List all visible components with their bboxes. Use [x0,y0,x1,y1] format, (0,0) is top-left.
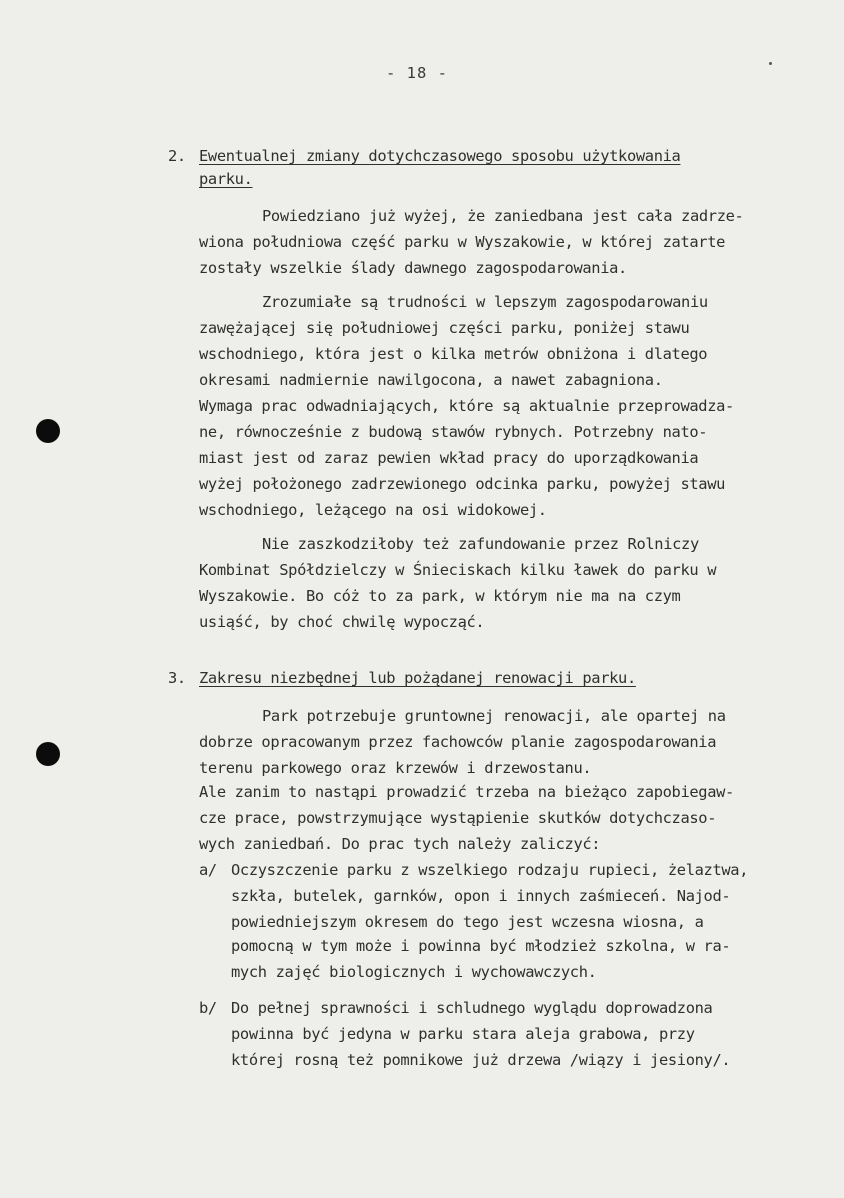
item-b-line-3: której rosną też pomnikowe już drzewa /wiązy i jesiony/. [231,1051,731,1069]
s3-p1-line-5: cze prace, powstrzymujące wystąpienie skutków dotychczaso- [199,809,717,827]
s2-p1-line-3: zostały wszelkie ślady dawnego zagospodarowania. [199,259,627,277]
s2-p2-line-1: Zrozumiałe są trudności w lepszym zagospodarowaniu [262,293,708,311]
item-a-line-1: Oczyszczenie parku z wszelkiego rodzaju rupieci, żelaztwa, [231,861,749,879]
section-2-heading-line-2: parku. [199,170,253,188]
s2-p2-line-5: Wymaga prac odwadniających, które są aktualnie przeprowadza- [199,397,734,415]
section-2-heading-line-1: Ewentualnej zmiany dotychczasowego sposobu użytkowania [199,147,681,165]
section-2-number: 2. [168,147,186,165]
item-b-marker: b/ [199,999,217,1017]
item-a-line-3: powiedniejszym okresem do tego jest wczesna wiosna, a [231,913,704,931]
section-3-heading: Zakresu niezbędnej lub pożądanej renowacji parku. [199,669,636,687]
item-b-line-2: powinna być jedyna w parku stara aleja grabowa, przy [231,1025,695,1043]
ink-speck [769,62,772,65]
s3-p1-line-3: terenu parkowego oraz krzewów i drzewostanu. [199,759,592,777]
s2-p2-line-6: ne, równocześnie z budową stawów rybnych. Potrzebny nato- [199,423,708,441]
s3-p1-line-6: wych zaniedbań. Do prac tych należy zaliczyć: [199,835,601,853]
section-3-number: 3. [168,669,186,687]
s3-p1-line-2: dobrze opracowanym przez fachowców planie zagospodarowania [199,733,717,751]
punch-hole-upper [36,419,60,443]
item-a-line-2: szkła, butelek, garnków, opon i innych zaśmieceń. Najod- [231,887,731,905]
s2-p2-line-2: zawężającej się południowej części parku, poniżej stawu [199,319,690,337]
s3-p1-line-1: Park potrzebuje gruntownej renowacji, ale opartej na [262,707,726,725]
item-a-marker: a/ [199,861,217,879]
item-b-line-1: Do pełnej sprawności i schludnego wyglądu doprowadzona [231,999,713,1017]
s2-p2-line-7: miast jest od zaraz pewien wkład pracy do uporządkowania [199,449,699,467]
s2-p2-line-9: wschodniego, leżącego na osi widokowej. [199,501,547,519]
s2-p2-line-4: okresami nadmiernie nawilgocona, a nawet zabagniona. [199,371,663,389]
item-a-line-4: pomocną w tym może i powinna być młodzież szkolna, w ra- [231,937,731,955]
page-number: - 18 - [386,64,448,82]
s2-p3-line-4: usiąść, by choć chwilę wypocząć. [199,613,485,631]
s2-p3-line-1: Nie zaszkodziłoby też zafundowanie przez Rolniczy [262,535,699,553]
s2-p1-line-1: Powiedziano już wyżej, że zaniedbana jest cała zadrze- [262,207,744,225]
s2-p3-line-2: Kombinat Spółdzielczy w Śnieciskach kilku ławek do parku w [199,561,717,579]
s2-p2-line-8: wyżej położonego zadrzewionego odcinka parku, powyżej stawu [199,475,726,493]
s2-p3-line-3: Wyszakowie. Bo cóż to za park, w którym nie ma na czym [199,587,681,605]
s2-p2-line-3: wschodniego, która jest o kilka metrów obniżona i dlatego [199,345,708,363]
s2-p1-line-2: wiona południowa część parku w Wyszakowie, w której zatarte [199,233,726,251]
item-a-line-5: mych zajęć biologicznych i wychowawczych. [231,963,597,981]
s3-p1-line-4: Ale zanim to nastąpi prowadzić trzeba na bieżąco zapobiegaw- [199,783,734,801]
punch-hole-lower [36,742,60,766]
